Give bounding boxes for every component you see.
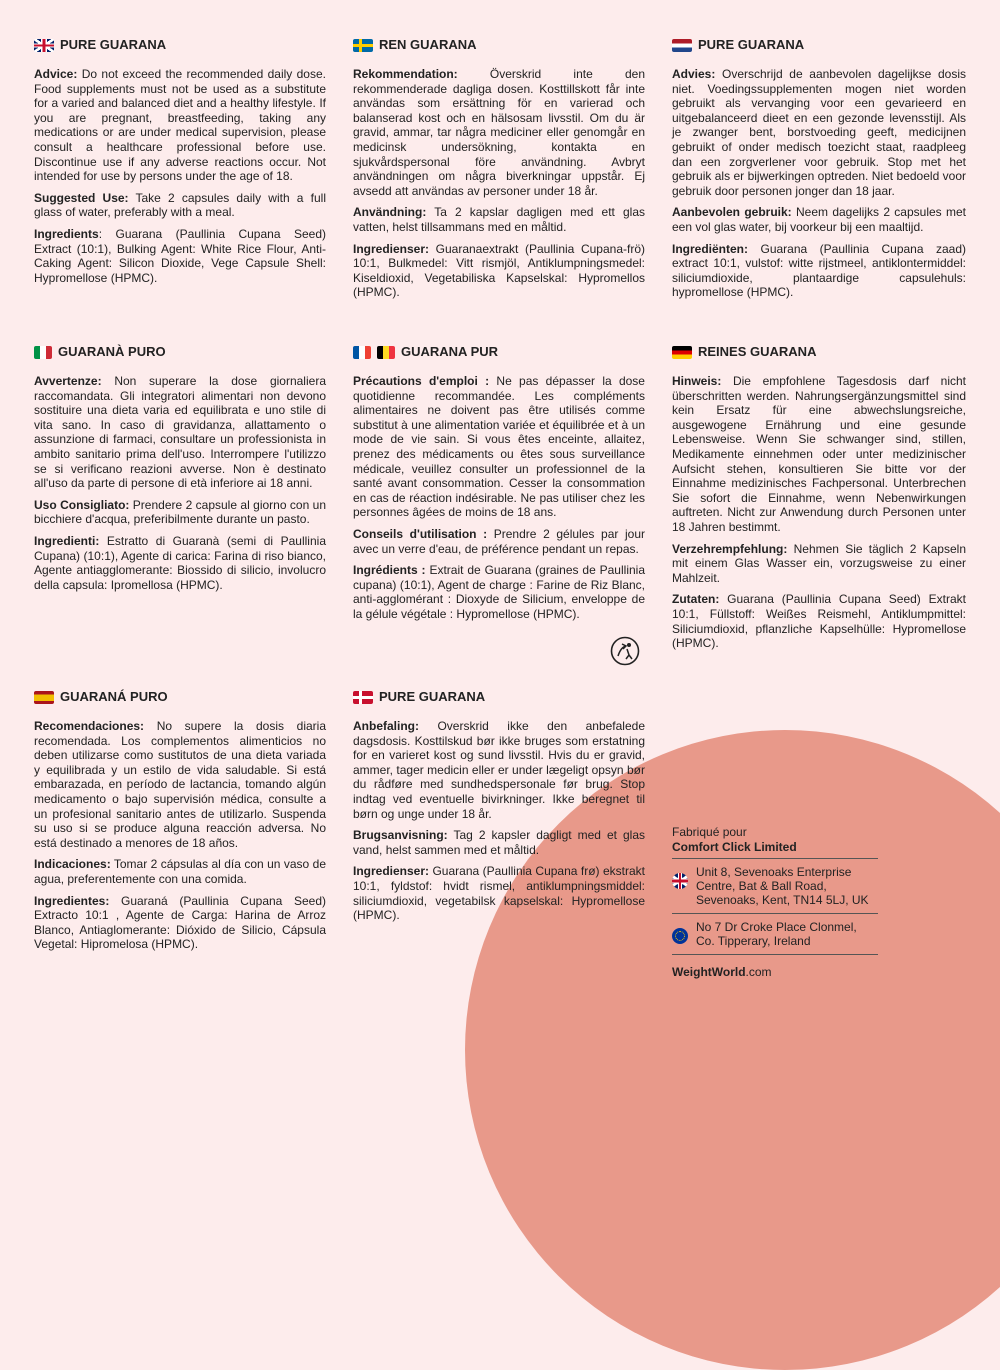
company-name: Comfort Click Limited [672,840,797,854]
ingredients-text: : Guarana (Paullinia Cupana Seed) Extract (10:1), Bulking Agent: White Rice Flour, Anti-Caking Agent: Silicon Dioxide, Vege Capsule Shell: Hypromellose (HPMC). [34,226,326,285]
advice-text: Overschrijd de aanbevolen dagelijkse dosis niet. Voedingssupplementen mogen niet worden gebruikt als vervanging voor een gevarieerd en uitgebalanceerd dieet en een gezonde levensstijl. Als je zwanger bent, borstvoeding geeft, medicijnen gebruikt of onder medisch toezicht staat, raadpleeg dan een zorgverlener voor gebruik. Stop met het gebruik als er bijwerkingen optreden. Niet bedoeld voor gebruik door personen jonger dan 18 jaar. [672,67,966,198]
netherlands-flag-icon [672,39,692,52]
advice-paragraph [34,719,326,850]
section-title: PURE GUARANA [60,36,167,52]
ingredients-label: Ingredienser: [353,864,430,879]
uk-address-row [672,859,878,913]
ingredients-text: Guaranaextrakt (Paullinia Cupana-frö) 10:1, Bulkmedel: Vitt rismjöl, Antiklumpningsmedel: Kiseldioxid, Vegetabiliska Kapselskal: Hypromellos (HPMC). [353,241,645,300]
section-heading [353,689,645,705]
use-text: Tomar 2 cápsulas al día con un vaso de agua, preferentemente con una comida. [34,857,326,886]
section-heading [353,344,645,360]
section-title: PURE GUARANA [379,688,486,704]
ingredients-paragraph [353,864,645,922]
ie-address: No 7 Dr Croke Place Clonmel, Co. Tipperary, Ireland [696,920,857,948]
denmark-flag-icon [353,691,373,704]
advice-text: Överskrid inte den rekommenderade dagliga dosen. Kosttillskott får inte användas som ersättning för en varierad och balanserad kost och en hälsosam livsstil. Om du är gravid, ammar, tar några mediciner eller genomgår en medicinsk undersökning, kontakta en sjukvårdspersonal före användning. Avbryt användningen om några biverkningar uppstår. Ej avsedd att användas av personer under 18 år. [353,67,645,198]
section-heading [353,37,645,53]
section-heading [34,689,326,705]
section-title: GUARANÀ PURO [58,343,166,359]
use-label: Conseils d'utilisation : [353,526,488,541]
advice-paragraph [34,374,326,491]
section-title: PURE GUARANA [698,36,805,52]
section-title: REN GUARANA [379,36,477,52]
divider [672,954,878,955]
advice-text: Do not exceed the recommended daily dose. Food supplements must not be used as a substitute for a varied and balanced diet and a healthy lifestyle. If you are pregnant, breastfeeding, taking any medications or are under medical supervision, please consult a healthcare professional before use. Discontinue use if any adverse reactions occur. Not intended for use by persons under the age of 18. [34,67,326,184]
ingredients-text: Guarana (Paullinia Cupana zaad) extract 10:1, vulstof: witte rijstmeel, antiklontermiddel: siliciumdioxide, plantaardige capsulehuls: hypromellose (HPMC). [672,241,966,300]
advice-label: Recomendaciones: [34,719,145,733]
advice-label: Hinweis: [672,374,722,388]
use-paragraph [353,527,645,556]
advice-label: Anbefaling: [353,719,419,733]
ingredients-label: Ingredienser: [353,241,430,256]
advice-label: Avvertenze: [34,374,102,388]
ingredients-paragraph [353,563,645,621]
uk-flag-icon [672,873,688,889]
ingredients-label: Ingredienti: [34,533,100,548]
ingredients-text: Guarana (Paullinia Cupana frø) ekstrakt 10:1, fyldstof: hvidt rismel, antiklumpningsmiddel: siliciumdioxid, vegetabilsk kapselskal: Hypromellose (HPMC). [353,864,645,923]
website-brand: WeightWorld [672,965,746,979]
italy-flag-icon [34,346,52,359]
section-se [353,37,645,307]
use-text: Ta 2 kapslar dagligen med ett glas vatten, helst tillsammans med en måltid. [353,205,645,234]
website-tld: .com [745,965,772,979]
use-label: Brugsanvisning: [353,828,448,843]
use-paragraph [672,542,966,586]
advice-text: No supere la dosis diaria recomendada. Los complementos alimenticios no deben utilizarse como sustitutos de una dieta variada y equilibrada y un estilo de vida saludable. Si está embarazada, en período de lactancia, tomando algún medicamento o bajo supervisión médica, consulte a un profesional sanitario antes de utilizarlo. Suspenda su uso si se produce alguna reacción adversa. No está destinado a menores de 18 años. [34,719,326,850]
ingredients-paragraph [34,227,326,285]
ingredients-text: Guaraná (Paullinia Cupana Seed) Extracto 10:1 , Agente de Carga: Harina de Arroz Blanco, Antiaglomerante: Dióxido de Silicio, Cápsula Vegetal: Hipromelosa (HPMC). [34,893,326,952]
use-paragraph [353,828,645,857]
section-title: REINES GUARANA [698,343,817,359]
use-text: Neem dagelijks 2 capsules met een vol glas water, bij voorkeur bij een maaltijd. [672,205,966,234]
ingredients-text: Guarana (Paullinia Cupana Seed) Extrakt 10:1, Füllstoff: Weißes Reismehl, Antiklumpmittel: Siliciumdioxid, pflanzliche Kapselhülle: Hypromellose (HPMC). [672,592,966,651]
use-text: Tag 2 kapsler dagligt med et glas vand, helst sammen med et måltid. [353,828,645,857]
advice-label: Rekommendation: [353,67,458,81]
use-label: Verzehrempfehlung: [672,541,788,556]
use-text: Take 2 capsules daily with a full glass of water, preferably with a meal. [34,190,326,220]
use-paragraph [34,498,326,527]
section-nl [672,37,966,307]
advice-paragraph [672,67,966,198]
ingredients-label: Zutaten: [672,592,720,607]
ingredients-label: Ingredients [34,226,99,241]
section-heading [34,344,326,360]
use-paragraph [353,205,645,234]
advice-paragraph [353,67,645,198]
ingredients-paragraph [34,894,326,952]
use-label: Suggested Use: [34,190,129,205]
ingredients-text: Extrait de Guarana (graines de Paullinia cupana) (10:1), Agent de charge : Farine de Riz Blanc, anti-agglomérant : Dioxyde de Silicium, enveloppe de la gélule végétale : Hypromellose (HPMC). [353,563,645,621]
use-text: Nehmen Sie täglich 2 Kapseln mit einem Glas Wasser ein, vorzugsweise zu einer Mahlzeit. [672,541,966,585]
advice-text: Overskrid ikke den anbefalede dagsdosis. Kosttilskud bør ikke bruges som erstatning for en varieret kost og sund livsstil. Hvis du er gravid, ammer, tager medicin eller er under lægeligt opsyn bør du rådføre med sundhedspersonale før brug. Stop indtag ved eventuelle bivirkninger. Ikke beregnet til børn og unge under 18 år. [353,719,645,821]
advice-label: Advies: [672,67,716,81]
section-heading [672,344,966,360]
ingredients-label: Ingrediënten: [672,241,749,256]
uk-address: Unit 8, Sevenoaks Enterprise Centre, Bat & Ball Road, Sevenoaks, Kent, TN14 5LJ, UK [696,865,869,907]
triman-recycle-icon [610,636,640,666]
advice-paragraph [34,67,326,184]
ingredients-paragraph [34,534,326,592]
use-label: Aanbevolen gebruik: [672,205,792,220]
website-link[interactable] [672,965,878,979]
advice-label: Précautions d'emploi : [353,374,490,388]
advice-paragraph [353,719,645,821]
france-flag-icon [353,346,371,359]
advice-text: Ne pas dépasser la dose quotidienne recommandée. Les compléments alimentaires ne doivent pas être utilisés comme substitut à une alimentation variée et équilibrée et à un mode de vie sain. Si vous êtes enceinte, allaitez, prenez des médicaments ou êtes sous surveillance médicale, veuillez consulter un professionnel de la santé avant consommation. Cesser la consommation en cas de réaction indésirable. Ne pas utiliser chez les personnes âgées de moins de 18 ans. [353,374,645,520]
use-label: Användning: [353,205,427,220]
use-paragraph [34,857,326,886]
section-uk [34,37,326,292]
section-de [672,344,966,658]
advice-text: Die empfohlene Tagesdosis darf nicht überschritten werden. Nahrungsergänzungsmittel sind kein Ersatz für eine abwechslungsreiche, ausgewogene Ernährung und eine gesunde Lebensweise. Wenn Sie schwanger sind, stillen, Medikamente einnehmen oder unter medizinischer Aufsicht stehen, konsultieren Sie bitte vor der Einnahme medizinisches Fachpersonal. Unterbrechen Sie sofort die Einnahme, wenn Nebenwirkungen auftreten. Nicht zur Anwendung durch Personen unter 18 Jahren bestimmt. [672,374,966,534]
advice-paragraph [353,374,645,520]
section-title: GUARANÁ PURO [60,688,168,704]
section-fr [353,344,645,629]
germany-flag-icon [672,346,692,359]
use-paragraph [672,205,966,234]
use-text: Prendre 2 gélules par jour avec un verre d'eau, de préférence pendant un repas. [353,526,646,556]
use-label: Uso Consigliato: [34,497,130,512]
uk-flag-icon [34,39,54,52]
spain-flag-icon [34,691,54,704]
ingredients-paragraph [672,592,966,650]
ie-address-row [672,914,878,954]
section-es [34,689,326,959]
section-dk [353,689,645,930]
ingredients-label: Ingredientes: [34,893,110,908]
belgium-flag-icon [377,346,395,359]
ingredients-paragraph [672,242,966,300]
advice-paragraph [672,374,966,535]
ingredients-paragraph [353,242,645,300]
advice-label: Advice: [34,67,78,81]
manufactured-for-label: Fabriqué pour [672,825,747,839]
section-title: GUARANA PUR [401,343,499,359]
sweden-flag-icon [353,39,373,52]
use-paragraph [34,191,326,220]
section-heading [672,37,966,53]
ingredients-text: Estratto di Guaranà (semi di Paullinia Cupana) (10:1), Agente di carica: Farina di riso bianco, Agente antiagglomerante: Biossido di silicio, involucro della capsula: Ipromellosa (HPMC). [34,533,326,592]
use-label: Indicaciones: [34,857,111,872]
section-it [34,344,326,599]
eu-flag-icon [672,928,688,944]
ingredients-label: Ingrédients : [353,563,426,578]
advice-text: Non superare la dose giornaliera raccomandata. Gli integratori alimentari non devono sostituire una dieta varia ed equilibrata e uno stile di vita sano. In caso di gravidanza, allattamento o assunzione di farmaci, consultare un professionista in ambito sanitario prima dell'uso. Interrompere l'utilizzo se si verificano reazioni avverse. Non è destinato all'uso da parte di persone di età inferiore ai 18 anni. [34,374,326,491]
section-heading [34,37,326,53]
use-text: Prendere 2 capsule al giorno con un bicchiere d'acqua, preferibilmente durante un pasto. [34,497,326,527]
manufacturer-block [672,825,878,979]
